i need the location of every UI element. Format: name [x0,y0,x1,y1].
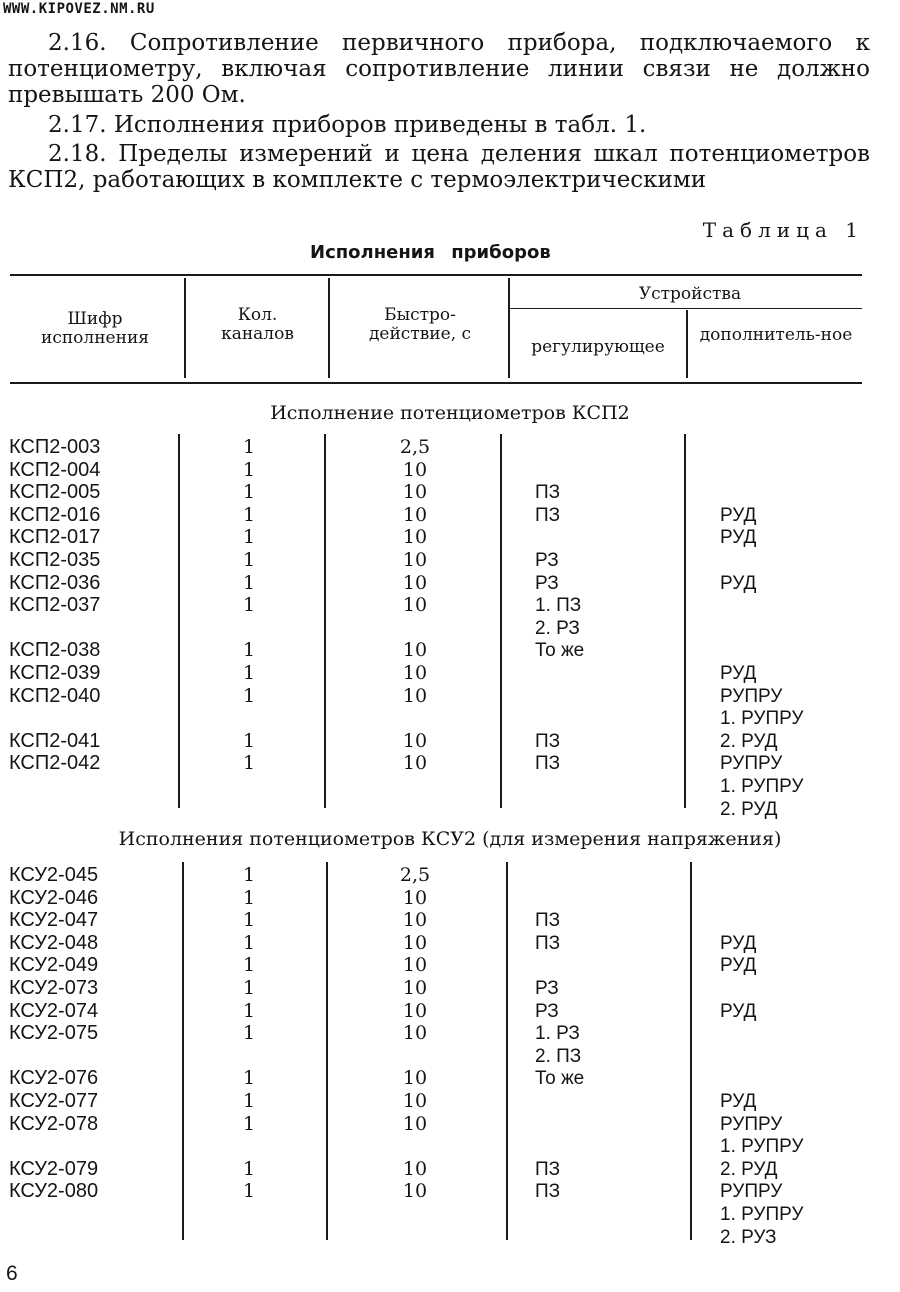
table-row [0,932,900,955]
cell-regulating: ПЗ [535,932,561,954]
paragraph-2-18: 2.18. Пределы измерений и цена деления шкал потенциометров КСП2, работающих в комплекте с термоэлектрическими [8,141,870,193]
table-title: Исполнения приборов [310,242,551,263]
section-ksu2-title: Исполнения потенциометров КСУ2 (для измерения напряжения) [118,828,782,850]
cell-additional: РУД [720,527,757,549]
cell-channels: 1 [243,549,256,571]
cell-speed: 10 [402,1180,428,1203]
header-regulating: регулирующее [531,337,665,357]
cell-code: КСУ2-049 [9,954,99,977]
cell-regulating: ПЗ [535,482,561,504]
cell-regulating: ПЗ [535,1158,561,1180]
table-row [0,1180,900,1203]
cell-speed: 2,5 [399,864,431,886]
cell-channels: 1 [243,571,256,594]
cell-additional: 2. РУД [720,1158,778,1180]
cell-speed: 10 [402,571,428,594]
cell-additional: РУД [720,955,757,977]
cell-regulating: РЗ [535,550,559,571]
cell-speed: 10 [402,1067,428,1090]
cell-additional: 1. РУПРУ [720,1204,804,1225]
cell-channels: 1 [243,503,256,526]
cell-code: КСП2-035 [9,549,101,571]
table-row [0,1067,900,1090]
cell-channels: 1 [243,662,256,684]
cell-regulating: 2. РЗ [535,617,580,639]
cell-code: КСУ2-073 [9,977,99,999]
cell-additional: РУД [720,663,757,684]
cell-regulating: То же [535,1068,585,1090]
cell-code: КСУ2-075 [9,1022,99,1045]
cell-additional: 1. РУПРУ [720,1136,804,1158]
cell-code: КСУ2-048 [9,931,99,954]
table-row [0,685,900,708]
cell-additional: 1. РУПРУ [720,708,804,730]
devices-divider-rule [510,308,862,309]
table-row [0,436,900,459]
cell-code: КСУ2-078 [9,1112,99,1135]
cell-speed: 10 [402,909,428,932]
table-row [0,1000,900,1023]
table-row [0,526,900,549]
table-row [0,887,900,910]
cell-channels: 1 [243,1157,256,1180]
header-col-divider-4 [686,310,688,378]
cell-regulating: 2. ПЗ [535,1045,582,1067]
cell-additional: 2. РУЗ [720,1226,777,1248]
header-bottom-rule [10,382,862,384]
cell-speed: 10 [402,503,428,526]
header-speed: Быстро-действие, с [368,305,472,344]
cell-code: КСП2-036 [9,571,101,594]
cell-additional: РУД [720,1000,757,1022]
cell-additional: 1. РУПРУ [720,776,804,797]
cell-channels: 1 [243,594,256,617]
cell-speed: 10 [402,977,428,999]
cell-code: КСП2-003 [9,436,101,458]
cell-speed: 10 [402,1112,428,1135]
cell-code: КСП2-016 [9,503,101,526]
cell-speed: 10 [402,458,428,481]
table-row [0,864,900,887]
cell-code: КСП2-037 [9,594,101,617]
cell-additional: РУПРУ [720,685,783,707]
table-row [0,752,900,775]
cell-channels: 1 [243,864,256,886]
cell-regulating: ПЗ [535,504,561,526]
cell-channels: 1 [243,886,256,909]
cell-speed: 10 [402,481,428,504]
cell-speed: 10 [402,1022,428,1045]
cell-code: КСУ2-079 [9,1157,99,1180]
cell-additional: РУПРУ [720,1113,783,1135]
cell-regulating: РЗ [535,1000,559,1022]
cell-channels: 1 [243,909,256,932]
table-row [0,909,900,932]
cell-channels: 1 [243,458,256,481]
table-row [0,617,900,640]
cell-speed: 10 [402,954,428,977]
table-row [0,662,900,685]
cell-code: КСУ2-080 [9,1180,99,1203]
cell-code: КСП2-005 [9,481,101,504]
header-col-divider-3 [508,278,510,378]
cell-regulating: ПЗ [535,910,561,932]
cell-code: КСП2-039 [9,662,101,684]
cell-speed: 10 [402,549,428,571]
table-row [0,572,900,595]
cell-additional: РУД [720,572,757,594]
cell-channels: 1 [243,954,256,977]
cell-channels: 1 [243,1067,256,1090]
header-col-divider-2 [328,278,330,378]
cell-speed: 10 [402,729,428,752]
cell-channels: 1 [243,436,256,458]
cell-regulating: ПЗ [535,1181,561,1203]
page-number: 6 [6,1262,18,1285]
table-row [0,549,900,572]
table-row [0,775,900,798]
cell-speed: 10 [402,1090,428,1112]
cell-channels: 1 [243,752,256,775]
header-channels: Кол. каналов [221,305,294,344]
cell-additional: РУПРУ [720,1181,783,1203]
table-row [0,730,900,753]
cell-code: КСУ2-046 [9,886,99,909]
header-code: Шифр исполнения [41,309,149,348]
cell-additional: РУД [720,932,757,954]
cell-code: КСП2-017 [9,526,101,549]
cell-speed: 10 [402,684,428,707]
cell-channels: 1 [243,1022,256,1045]
cell-code: КСП2-041 [9,729,101,752]
table-row [0,1090,900,1113]
cell-speed: 10 [402,594,428,617]
header-additional: дополнитель-ное [699,325,853,345]
table-row [0,639,900,662]
cell-channels: 1 [243,526,256,549]
cell-speed: 10 [402,662,428,684]
cell-channels: 1 [243,639,256,662]
cell-additional: 2. РУД [720,730,778,752]
paragraph-2-16: 2.16. Сопротивление первичного прибора, подключаемого к потенциометру, включая сопротивление линии связи не должно превышать 200 Ом. [8,30,870,108]
cell-regulating: ПЗ [535,730,561,752]
cell-speed: 10 [402,1157,428,1180]
cell-speed: 2,5 [399,436,431,458]
cell-channels: 1 [243,999,256,1022]
cell-additional: РУД [720,504,757,526]
cell-channels: 1 [243,684,256,707]
cell-regulating: РЗ [535,572,559,594]
cell-regulating: ПЗ [535,753,561,775]
table-row [0,707,900,730]
table-row [0,594,900,617]
cell-code: КСУ2-045 [9,864,99,886]
table-row [0,481,900,504]
header-devices: Устройства [638,284,742,304]
table-caption: Таблица 1 [702,218,864,242]
table-row [0,1022,900,1045]
table-row [0,1135,900,1158]
cell-channels: 1 [243,481,256,504]
cell-channels: 1 [243,1090,256,1112]
cell-code: КСП2-038 [9,639,101,662]
header-col-divider-1 [184,278,186,378]
cell-additional: 2. РУД [720,798,778,820]
table-row [0,1203,900,1226]
cell-speed: 10 [402,639,428,662]
cell-speed: 10 [402,999,428,1022]
cell-code: КСУ2-074 [9,999,99,1022]
cell-code: КСП2-004 [9,458,101,481]
cell-code: КСП2-040 [9,684,101,707]
table-row [0,954,900,977]
table-row [0,798,900,821]
cell-regulating: 1. РЗ [535,1023,580,1045]
cell-code: КСУ2-047 [9,909,99,932]
table-top-rule [10,274,862,276]
cell-speed: 10 [402,526,428,549]
cell-channels: 1 [243,1180,256,1203]
table-row [0,1158,900,1181]
cell-code: КСУ2-076 [9,1067,99,1090]
cell-speed: 10 [402,752,428,775]
table-row [0,504,900,527]
cell-additional: РУД [720,1091,757,1112]
section-ksp2-title: Исполнение потенциометров КСП2 [270,402,630,424]
table-row [0,1226,900,1249]
cell-speed: 10 [402,886,428,909]
cell-channels: 1 [243,931,256,954]
table-row [0,1045,900,1068]
table-row [0,1113,900,1136]
cell-regulating: РЗ [535,978,559,999]
cell-code: КСУ2-077 [9,1090,99,1112]
cell-channels: 1 [243,977,256,999]
cell-code: КСП2-042 [9,752,101,775]
table-row [0,977,900,1000]
cell-speed: 10 [402,931,428,954]
cell-additional: РУПРУ [720,753,783,775]
cell-channels: 1 [243,729,256,752]
paragraph-2-17: 2.17. Исполнения приборов приведены в табл. 1. [48,112,647,138]
cell-channels: 1 [243,1112,256,1135]
cell-regulating: 1. ПЗ [535,595,582,617]
cell-regulating: То же [535,640,585,662]
table-row [0,459,900,482]
site-watermark: WWW.KIPOVEZ.NM.RU [3,1,155,17]
